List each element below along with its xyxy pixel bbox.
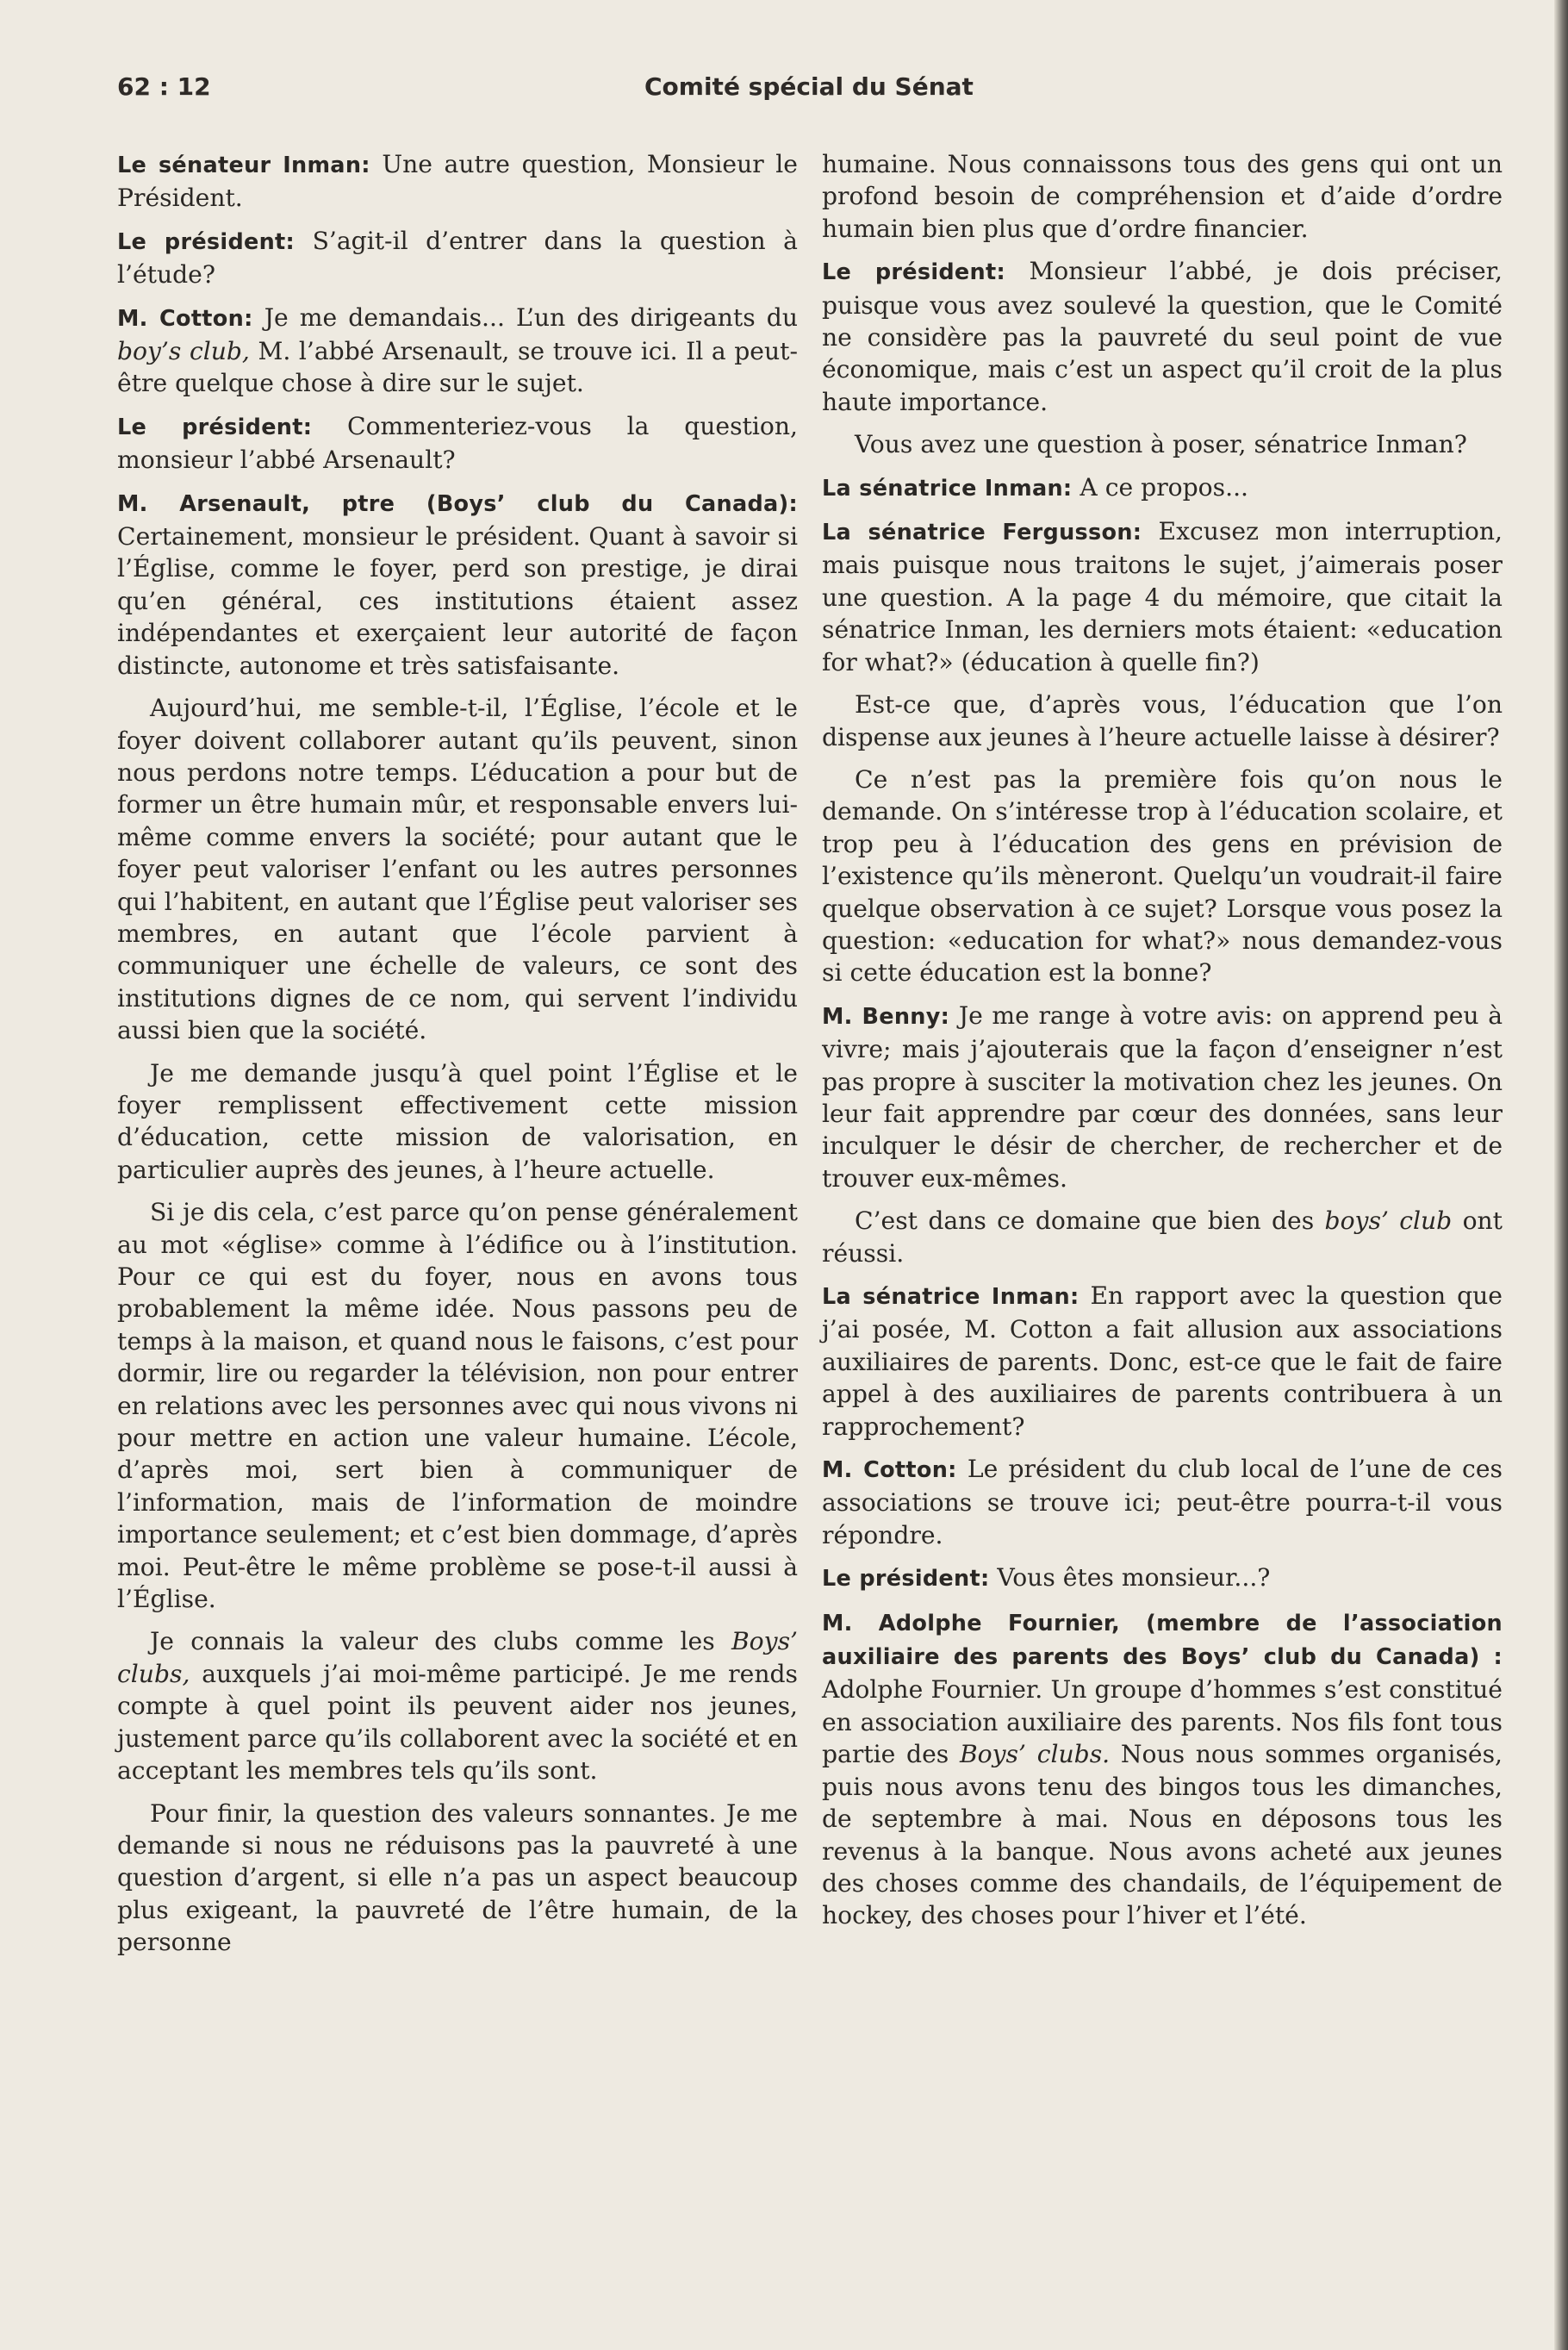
speaker-name: M. Cotton: [117, 305, 253, 332]
paragraph-text: Je me demandais... L’un des dirigeants du [264, 302, 798, 332]
paragraph [822, 1000, 1503, 1194]
right-column [822, 148, 1503, 1942]
paragraph-italic: Boys’ clubs, [117, 1627, 799, 1688]
paragraph [117, 225, 798, 291]
paragraph: Pour finir, la question des valeurs sonnantes. Je me demande si nous ne réduisons pas la pauvreté à une question d’argent, si elle n’a pas un aspect beaucoup plus exigeant, la pauvreté de l’être humain, de la personne [117, 1798, 798, 1957]
paragraph-text: Je connais la valeur des clubs comme les [150, 1627, 715, 1656]
paragraph-text: A ce propos... [1080, 472, 1248, 502]
page-header [0, 72, 1568, 107]
paragraph-text: Adolphe Fournier. Un groupe d’hommes s’est constitué en association auxiliaire des parents. Nos fils font tous partie des [822, 1675, 1503, 1769]
paragraph-text: Commenteriez-vous la question, monsieur l’abbé Arsenault? [117, 411, 798, 475]
paragraph [822, 471, 1503, 505]
speaker-name: La sénatrice Fergusson: [822, 520, 1142, 546]
paragraph-text: S’agit-il d’entrer dans la question à l’étude? [117, 226, 798, 290]
speaker-name: La sénatrice Inman: [822, 1284, 1080, 1310]
speaker-name: Le sénateur Inman: [117, 153, 370, 178]
page-binding-edge [1554, 0, 1568, 2350]
paragraph-text: Une autre question, Monsieur le Président. [117, 150, 798, 213]
speaker-name: Le président: [822, 259, 1005, 286]
speaker-name: Le président: [117, 228, 296, 255]
paragraph-text: Nous nous sommes organisés, puis nous avons tenu des bingos tous les dimanches, de septembre à mai. Nous en déposons tous les revenus à la banque. Nous avons acheté aux jeunes des choses comme des chandails, de l’équipement de hockey, des choses pour l’hiver et l’été. [822, 1740, 1503, 1930]
paragraph [822, 1205, 1503, 1269]
paragraph [117, 148, 798, 215]
paragraph [117, 302, 798, 400]
paragraph [822, 255, 1503, 418]
paragraph-text: ont réussi. [822, 1206, 1503, 1268]
paragraph: Je me demande jusqu’à quel point l’Église et le foyer remplissent effectivement cette mission d’éducation, cette mission de valorisation, en particulier auprès des jeunes, à l’heure actuelle. [117, 1058, 798, 1184]
paragraph-text: En rapport avec la question que j’ai posée, M. Cotton a fait allusion aux associations auxiliaires de parents. Donc, est-ce que le fait de faire appel à des auxiliaires de parents contribuera à un rapprochement? [822, 1281, 1503, 1441]
paragraph-text: Je me range à votre avis: on apprend peu à vivre; mais j’ajouterais que la façon d’enseigner n’est pas propre à susciter la motivation chez les jeunes. On leur fait apprendre par cœur des données, sans leur inculquer le désir de chercher, de rechercher et de trouver eux-mêmes. [822, 1000, 1503, 1193]
speaker-name: Le président: [822, 1566, 990, 1593]
paragraph-text: C’est dans ce domaine que bien des [855, 1206, 1315, 1236]
paragraph-text: Excusez mon interruption, mais puisque nous traitons le sujet, j’aimerais poser une question. A la page 4 du mémoire, que citait la sénatrice Inman, les derniers mots étaient: «education for what?» (éducation à quelle fin?) [822, 517, 1503, 676]
paragraph [117, 487, 798, 682]
paragraph-text: Le président du club local de l’une de ces associations se trouve ici; peut-être pourra-t-il vous répondre. [822, 1455, 1503, 1549]
paragraph: Est-ce que, d’après vous, l’éducation que l’on dispense aux jeunes à l’heure actuelle laisse à désirer? [822, 690, 1503, 751]
paragraph [117, 410, 798, 477]
speaker-name: Le président: [117, 414, 313, 440]
running-title: Comité spécial du Sénat [644, 72, 974, 101]
left-column [117, 148, 798, 1969]
paragraph-italic: boys’ club [1324, 1206, 1453, 1236]
speaker-name: M. Adolphe Fournier, (membre de l’association auxiliaire des parents des Boys’ club du Canada) : [822, 1610, 1503, 1671]
paragraph: Si je dis cela, c’est parce qu’on pense généralement au mot «église» comme à l’édifice ou à l’institution. Pour ce qui est du foyer, nous en avons tous probablement la même idée. Nous passons peu de temps à la maison, et quand nous le faisons, c’est pour dormir, lire ou regarder la télévision, non pour entrer en relations avec les personnes avec qui nous vivons ni pour mettre en action une valeur humaine. L’école, d’après moi, sert bien à communiquer de l’information, mais de l’information de moindre importance seulement; et c’est bien dommage, d’après moi. Peut-être le même problème se pose-t-il aussi à l’Église. [117, 1198, 798, 1614]
speaker-name: M. Cotton: [822, 1457, 957, 1484]
paragraph [117, 1625, 798, 1786]
paragraph [822, 1280, 1503, 1443]
paragraph-italic: boy’s club, [117, 337, 250, 366]
paragraph-text: Monsieur l’abbé, je dois préciser, puisque vous avez soulevé la question, que le Comité ne considère pas la pauvreté du seul point de vue économique, mais c’est un aspect qu’il croit de la plus haute importance. [822, 257, 1503, 416]
paragraph: humaine. Nous connaissons tous des gens qui ont un profond besoin de compréhension et d’aide d’ordre humain bien plus que d’ordre financier. [822, 150, 1503, 243]
paragraph [822, 515, 1503, 678]
paragraph-italic: Boys’ clubs. [959, 1740, 1111, 1769]
paragraph [822, 1453, 1503, 1551]
paragraph [822, 1561, 1503, 1595]
paragraph: Aujourd’hui, me semble-t-il, l’Église, l’école et le foyer doivent collaborer autant qu’ils peuvent, sinon nous perdons notre temps. L’éducation a pour but de former un être humain mûr, et responsable envers lui-même comme envers la société; pour autant que le foyer peut valoriser l’enfant ou les autres personnes qui l’habitent, en autant que l’Église peut valoriser ses membres, en autant que l’école parvient à communiquer une échelle de valeurs, ce sont des institutions dignes de ce nom, qui servent l’individu aussi bien que la société. [117, 694, 798, 1045]
speaker-name: La sénatrice Inman: [822, 475, 1073, 502]
paragraph: Vous avez une question à poser, sénatrice Inman? [855, 430, 1467, 459]
paragraph-text: Certainement, monsieur le président. Quant à savoir si l’Église, comme le foyer, perd son prestige, je dirai qu’en général, ces institutions étaient assez indépendantes et exerçaient leur autorité de façon distincte, autonome et très satisfaisante. [117, 522, 798, 680]
paragraph-text: Vous êtes monsieur...? [997, 1563, 1271, 1593]
paragraph-text: auxquels j’ai moi-même participé. Je me rends compte à quel point ils peuvent aider nos jeunes, justement parce qu’ils collaborent avec la société et en acceptant les membres tels qu’ils sont. [117, 1659, 798, 1786]
speaker-name: M. Benny: [822, 1003, 950, 1030]
paragraph [822, 1606, 1503, 1932]
speaker-name: M. Arsenault, ptre (Boys’ club du Canada): [117, 490, 798, 517]
page-number: 62 : 12 [117, 72, 211, 101]
paragraph: Ce n’est pas la première fois qu’on nous le demande. On s’intéresse trop à l’éducation scolaire, et trop peu à l’éducation des gens en prévision de l’existence qu’ils mèneront. Quelqu’un voudrait-il faire quelque observation à ce sujet? Lorsque vous posez la question: «education for what?» nous demandez-vous si cette éducation est la bonne? [822, 764, 1503, 988]
paragraph-text: M. l’abbé Arsenault, se trouve ici. Il a peut-être quelque chose à dire sur le sujet. [117, 337, 798, 398]
